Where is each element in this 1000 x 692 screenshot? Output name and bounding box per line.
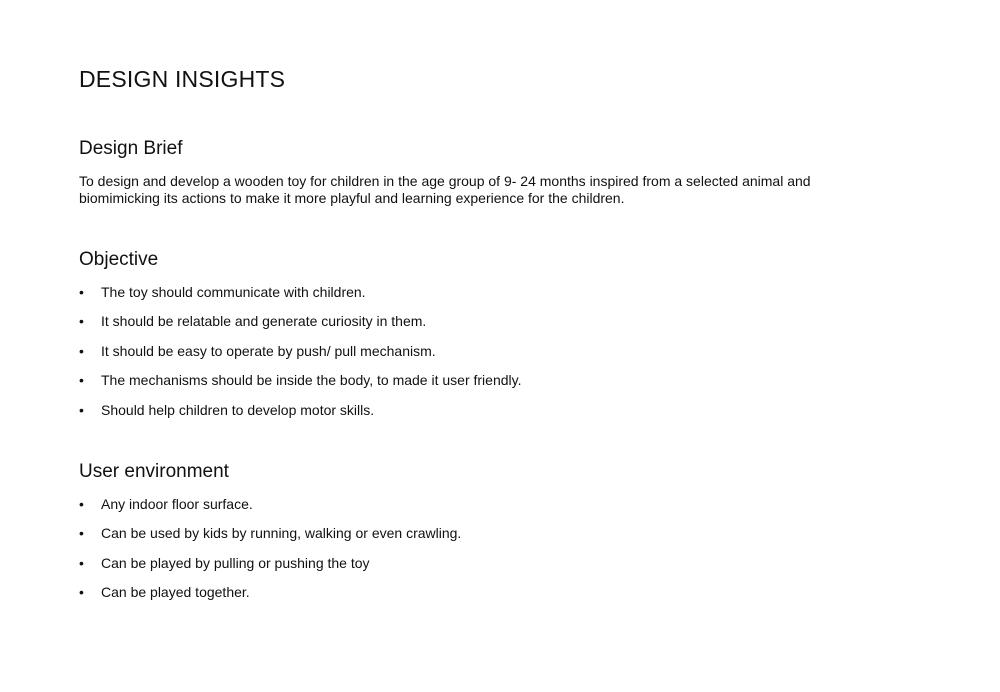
bullet-icon: • [79,313,84,330]
list-item-text: It should be relatable and generate curiosity in them. [101,313,427,330]
list-item-text: Can be used by kids by running, walking or even crawling. [101,525,462,542]
list-item-text: The toy should communicate with children. [101,284,366,300]
bullet-icon: • [79,342,84,359]
design-brief-heading: Design Brief [79,138,183,159]
bullet-icon: • [79,401,84,418]
bullet-icon: • [79,554,84,571]
design-brief-line: To design and develop a wooden toy for children in the age group of 9- 24 months inspired from a selected animal and [79,173,811,189]
design-brief-line: biomimicking its actions to make it more playful and learning experience for the children. [79,190,625,206]
list-item-text: Any indoor floor surface. [101,496,253,512]
bullet-icon: • [79,584,84,601]
page-title: DESIGN INSIGHTS [79,66,286,92]
list-item-text: Can be played together. [101,584,250,601]
user-environment-heading: User environment [79,461,229,482]
list-item-text: The mechanisms should be inside the body, to made it user friendly. [101,372,522,389]
list-item-text: It should be easy to operate by push/ pull mechanism. [101,342,436,359]
bullet-icon: • [79,496,84,512]
list-item-text: Should help children to develop motor skills. [101,401,375,418]
list-item-text: Can be played by pulling or pushing the toy [101,554,370,571]
bullet-icon: • [79,372,84,389]
bullet-icon: • [79,284,84,300]
objective-heading: Objective [79,249,159,270]
design-brief-paragraph [79,173,859,207]
bullet-icon: • [79,525,84,542]
